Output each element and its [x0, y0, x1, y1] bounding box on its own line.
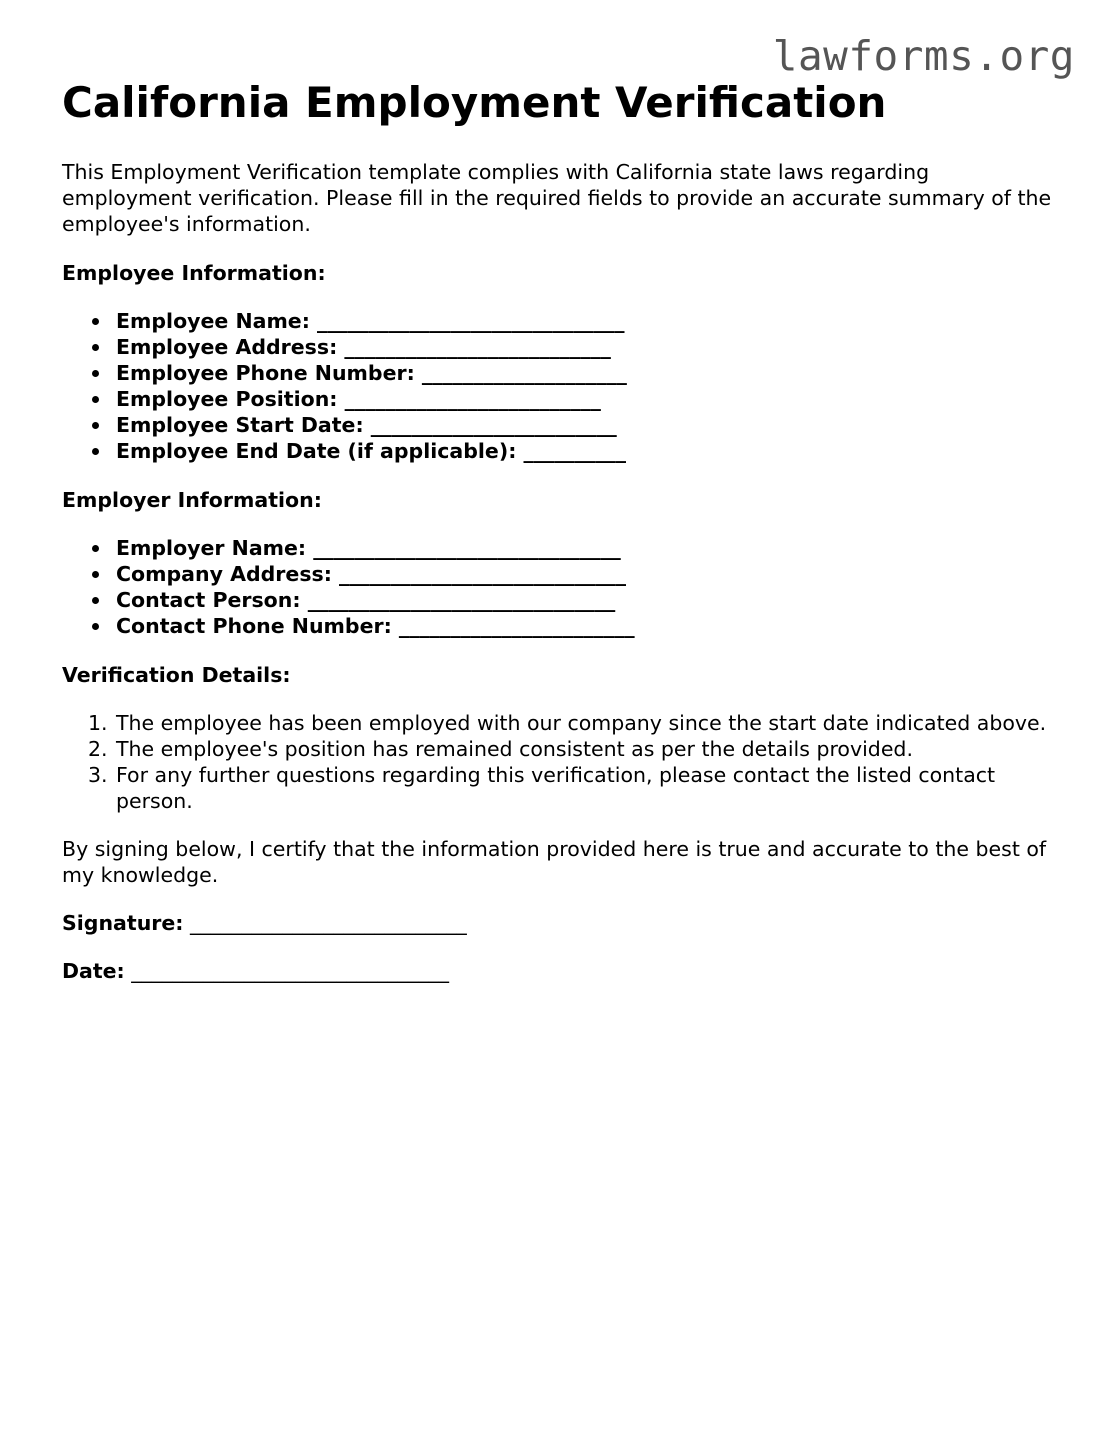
- signature-label: Signature:: [62, 911, 184, 936]
- item-number: 1.: [88, 711, 108, 736]
- site-watermark: lawforms.org: [772, 32, 1075, 80]
- employer-name-field: Employer Name: ______________________________: [116, 535, 1052, 561]
- item-text: The employee has been employed with our company since the start date indicated above.: [116, 711, 1047, 736]
- intro-paragraph: This Employment Verification template complies with California state laws regarding employment verification. Please fill in the required fields to provide an accurate summary of the employee's information.: [62, 160, 1052, 237]
- contact-phone-field: Contact Phone Number: _______________________: [116, 613, 1052, 639]
- signature-blank: ___________________________: [190, 911, 467, 936]
- employee-information-heading: Employee Information:: [62, 261, 326, 286]
- date-label: Date:: [62, 959, 125, 984]
- date-line: [62, 958, 1052, 984]
- verification-details-list: [62, 710, 1052, 814]
- verification-item: [88, 762, 1052, 814]
- item-text: The employee's position has remained consistent as per the details provided.: [116, 737, 913, 762]
- signature-line: [62, 910, 1052, 936]
- verification-item: [88, 736, 1052, 762]
- page-title: California Employment Verification: [62, 78, 887, 127]
- verification-item: [88, 710, 1052, 736]
- company-address-field: Company Address: ____________________________: [116, 561, 1052, 587]
- employee-name-field: Employee Name: ______________________________: [116, 308, 1052, 334]
- employee-information-list: [62, 308, 1052, 464]
- employee-end-date-field: Employee End Date (if applicable): __________: [116, 438, 1052, 464]
- verification-details-heading: Verification Details:: [62, 663, 291, 688]
- item-text: For any further questions regarding this verification, please contact the listed contact person.: [116, 763, 996, 814]
- employee-phone-field: Employee Phone Number: ____________________: [116, 360, 1052, 386]
- item-number: 3.: [88, 763, 108, 788]
- employee-address-field: Employee Address: __________________________: [116, 334, 1052, 360]
- employee-position-field: Employee Position: _________________________: [116, 386, 1052, 412]
- document-page: [62, 78, 1052, 984]
- item-number: 2.: [88, 737, 108, 762]
- contact-person-field: Contact Person: ______________________________: [116, 587, 1052, 613]
- employer-information-list: [62, 535, 1052, 639]
- certification-statement: By signing below, I certify that the information provided here is true and accurate to the best of my knowledge.: [62, 837, 1047, 888]
- employer-information-heading: Employer Information:: [62, 488, 322, 513]
- employee-start-date-field: Employee Start Date: ________________________: [116, 412, 1052, 438]
- date-blank: _______________________________: [131, 959, 450, 984]
